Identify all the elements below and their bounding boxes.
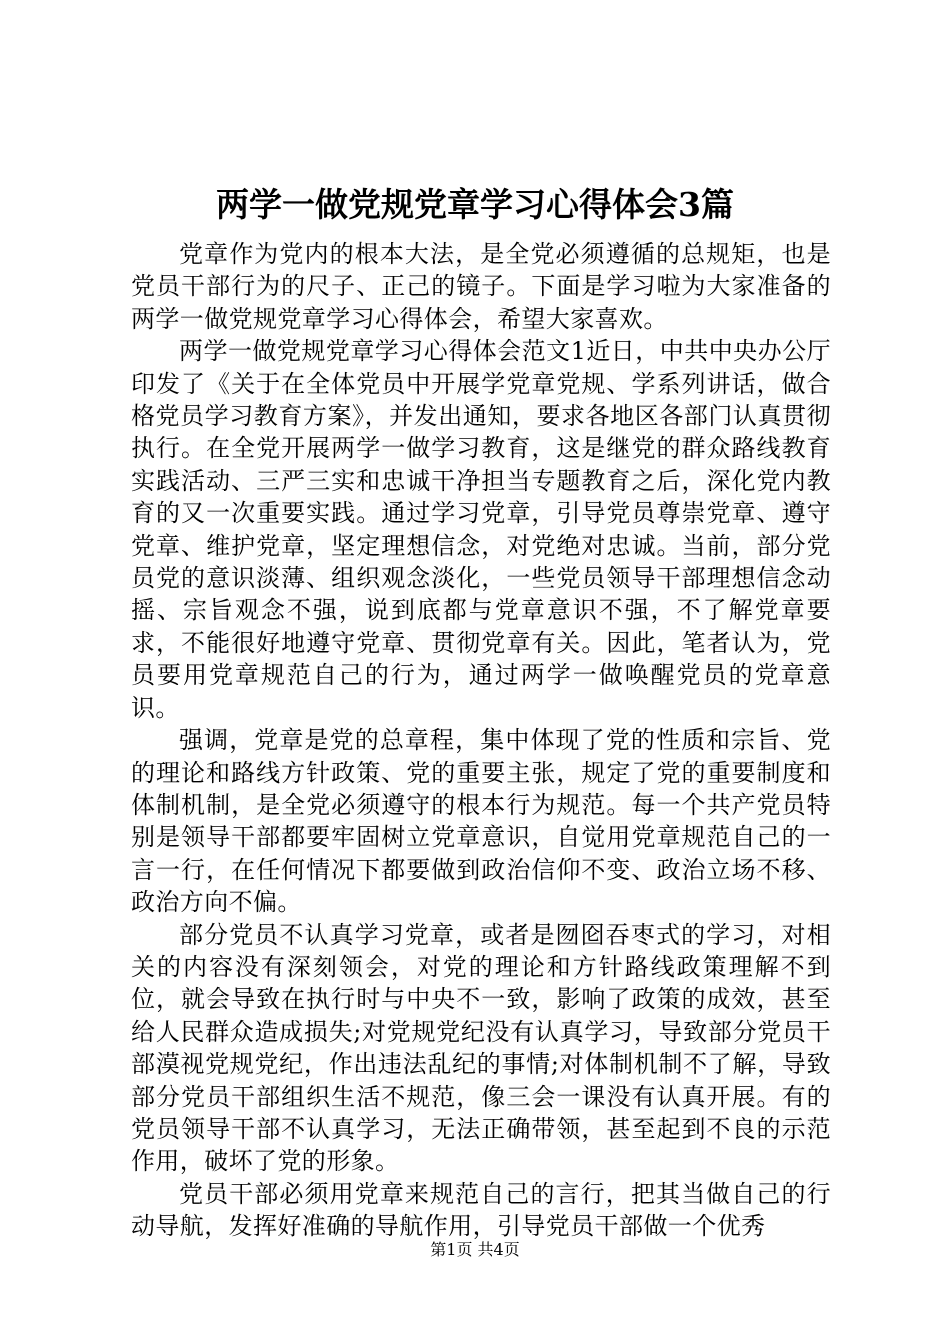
paragraph-intro: 党章作为党内的根本大法，是全党必须遵循的总规矩，也是党员干部行为的尺子、正己的镜子。下面是学习啦为大家准备的两学一做党规党章学习心得体会，希望大家喜欢。 (131, 240, 831, 333)
paragraph-problems: 部分党员不认真学习党章，或者是囫囵吞枣式的学习，对相关的内容没有深刻领会，对党的理论和方针路线政策理解不到位，就会导致在执行时与中央不一致，影响了政策的成效，甚至给人民群众造成损失;对党规党纪没有认真学习，导致部分党员干部漠视党规党纪，作出违法乱纪的事情;对体制机制不了解，导致部分党员干部组织生活不规范，像三会一课没有认真开展。有的党员领导干部不认真学习，无法正确带领，甚至起到不良的示范作用，破坏了党的形象。 (131, 920, 831, 1176)
document-body (131, 238, 831, 1243)
page-number-footer: 第1页 共4页 (430, 1240, 520, 1259)
document-title: 两学一做党规党章学习心得体会3篇 (216, 185, 734, 224)
paragraph-conclusion: 党员干部必须用党章来规范自己的言行，把其当做自己的行动导航，发挥好准确的导航作用，引导党员干部做一个优秀 (131, 1179, 831, 1241)
paragraph-sample-1: 两学一做党规党章学习心得体会范文1近日，中共中央办公厅印发了《关于在全体党员中开展学党章党规、学系列讲话，做合格党员学习教育方案》，并发出通知，要求各地区各部门认真贯彻执行。在全党开展两学一做学习教育，这是继党的群众路线教育实践活动、三严三实和忠诚干净担当专题教育之后，深化党内教育的又一次重要实践。通过学习党章，引导党员尊崇党章、遵守党章、维护党章，坚定理想信念，对党绝对忠诚。当前，部分党员党的意识淡薄、组织观念淡化，一些党员领导干部理想信念动摇、宗旨观念不强，说到底都与党章意识不强，不了解党章要求，不能很好地遵守党章、贯彻党章有关。因此，笔者认为，党员要用党章规范自己的行为，通过两学一做唤醒党员的党章意识。 (131, 337, 831, 722)
paragraph-emphasis: 强调，党章是党的总章程，集中体现了党的性质和宗旨、党的理论和路线方针政策、党的重要主张，规定了党的重要制度和体制机制，是全党必须遵守的根本行为规范。每一个共产党员特别是领导干部都要牢固树立党章意识，自觉用党章规范自己的一言一行，在任何情况下都要做到政治信仰不变、政治立场不移、政治方向不偏。 (131, 726, 831, 917)
